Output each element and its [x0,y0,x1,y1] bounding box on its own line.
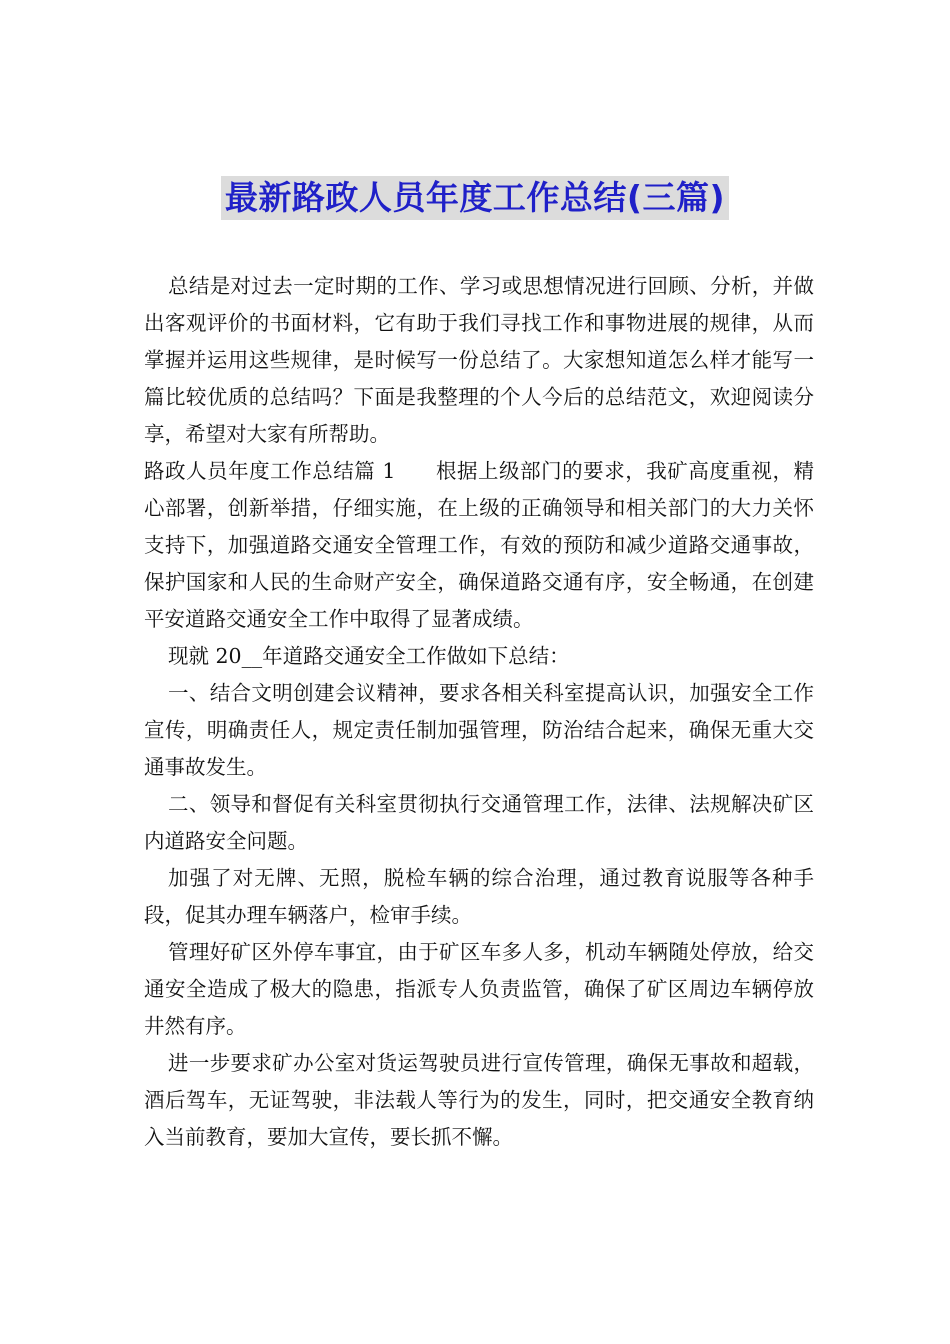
section-first-paragraph: 根据上级部门的要求，我矿高度重视，精心部署，创新举措，仔细实施，在上级的正确领导和相关部门的大力关怀支持下，加强道路交通安全管理工作，有效的预防和减少道路交通事故，保护国家和人民的生命财产安全，确保道路交通有序，安全畅通，在创建平安道路交通安全工作中取得了显著成绩。 [144,459,814,631]
title-wrapper [0,176,950,220]
section-1-paragraph [144,453,814,638]
intro-paragraph: 总结是对过去一定时期的工作、学习或思想情况进行回顾、分析，并做出客观评价的书面材料，它有助于我们寻找工作和事物进展的规律，从而掌握并运用这些规律，是时候写一份总结了。大家想知道怎么样才能写一篇比较优质的总结吗？下面是我整理的个人今后的总结范文，欢迎阅读分享，希望对大家有所帮助。 [144,274,814,446]
body-paragraph: 进一步要求矿办公室对货运驾驶员进行宣传管理，确保无事故和超载，酒后驾车，无证驾驶，非法载人等行为的发生，同时，把交通安全教育纳入当前教育，要加大宣传，要长抓不懈。 [144,1051,814,1149]
document-title: 最新路政人员年度工作总结(三篇) [221,176,729,220]
body-paragraph: 二、领导和督促有关科室贯彻执行交通管理工作，法律、法规解决矿区内道路安全问题。 [144,792,814,853]
document-body [144,268,814,1156]
section-heading: 路政人员年度工作总结篇 1 [144,459,396,483]
body-paragraph: 管理好矿区外停车事宜，由于矿区车多人多，机动车辆随处停放，给交通安全造成了极大的隐患，指派专人负责监管，确保了矿区周边车辆停放井然有序。 [144,940,814,1038]
body-paragraph: 加强了对无牌、无照，脱检车辆的综合治理，通过教育说服等各种手段，促其办理车辆落户，检审手续。 [144,866,814,927]
body-paragraph: 一、结合文明创建会议精神，要求各相关科室提高认识，加强安全工作宣传，明确责任人，规定责任制加强管理，防治结合起来，确保无重大交通事故发生。 [144,681,814,779]
body-paragraph: 现就 20__年道路交通安全工作做如下总结： [168,644,570,668]
